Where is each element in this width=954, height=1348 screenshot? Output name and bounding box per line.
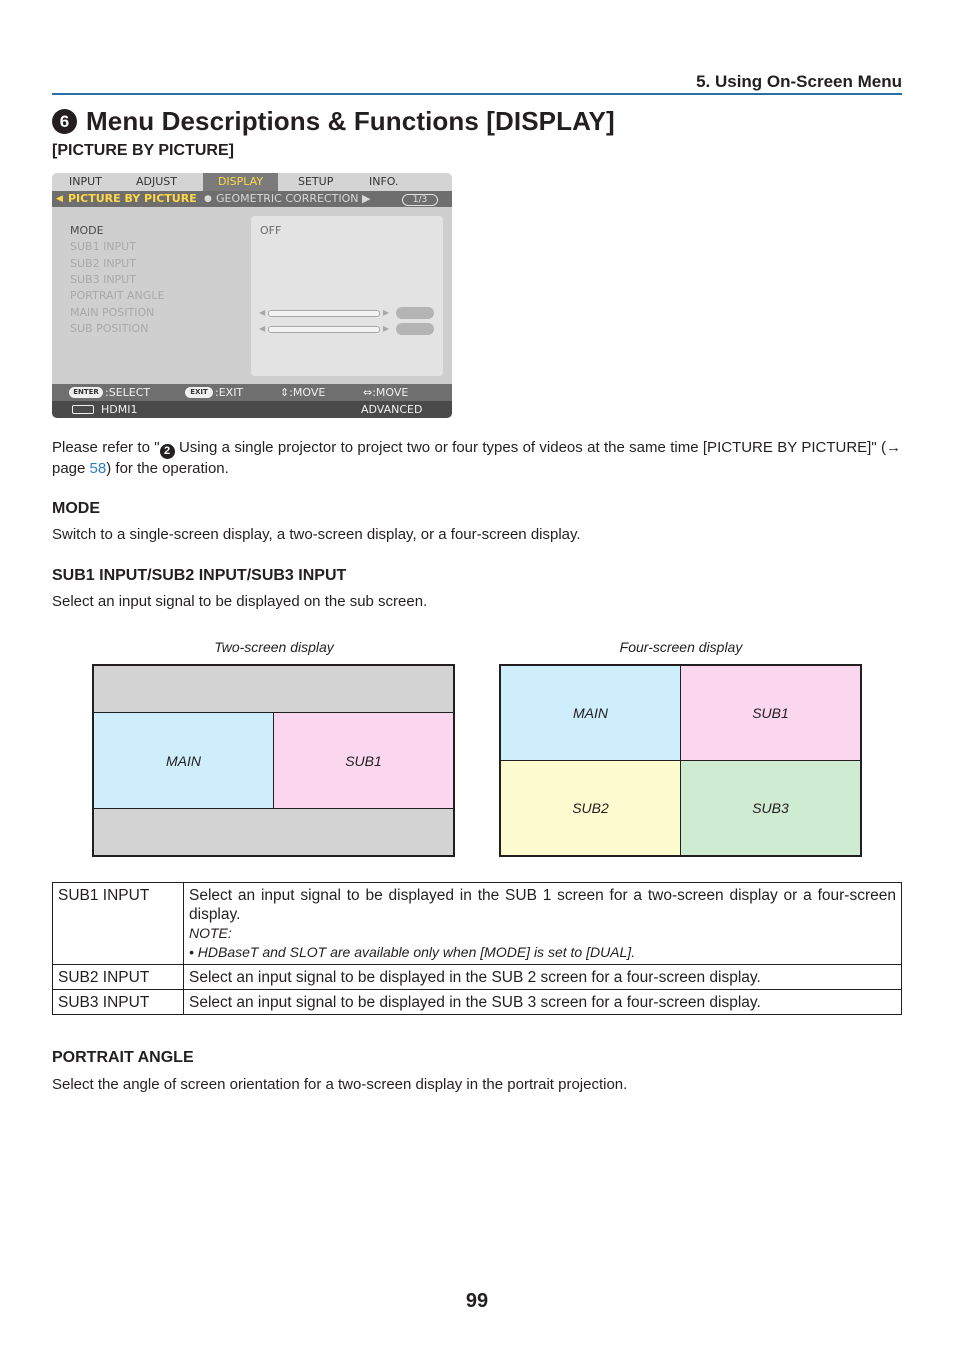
key-guide-select: :SELECT (105, 386, 151, 399)
crumb-next-page[interactable]: GEOMETRIC CORRECTION ▶ (216, 192, 371, 205)
osd-main-position-slider (259, 309, 389, 317)
osd-key-guide (52, 384, 452, 401)
intro-text-before: Please refer to " (52, 439, 160, 456)
four-screen-main-area: MAIN (501, 666, 681, 761)
table-row-label: SUB3 INPUT (53, 990, 184, 1015)
osd-value-panel (251, 216, 443, 376)
table-row-label: SUB1 INPUT (53, 883, 184, 965)
key-guide-move-horizontal: ⇔:MOVE (363, 386, 409, 399)
crumb-page-indicator: 1/3 (402, 194, 438, 206)
table-row-label: SUB2 INPUT (53, 965, 184, 990)
sub-input-table (52, 882, 902, 1015)
sub-input-heading: SUB1 INPUT/SUB2 INPUT/SUB3 INPUT (52, 567, 347, 584)
portrait-angle-heading: PORTRAIT ANGLE (52, 1049, 194, 1066)
four-screen-sub1-area: SUB1 (681, 666, 860, 761)
four-screen-sub3-area: SUB3 (681, 761, 860, 855)
table-row (53, 990, 902, 1015)
table-row-description: Select an input signal to be displayed in the SUB 3 screen for a four-screen display. (184, 990, 902, 1015)
intro-paragraph (52, 438, 901, 478)
slider-track (268, 326, 380, 333)
section-number-badge: 6 (52, 109, 77, 134)
four-screen-sub2-area: SUB2 (501, 761, 681, 855)
portrait-angle-description: Select the angle of screen orientation for a two-screen display in the portrait projection. (52, 1076, 628, 1093)
osd-item-sub2-input: SUB2 INPUT (70, 257, 136, 270)
crumb-left-arrow-icon[interactable]: ◀ (56, 194, 63, 204)
table-row-description (184, 883, 902, 965)
table-row (53, 965, 902, 990)
exit-key-icon: EXIT (185, 387, 213, 398)
page-number: 99 (465, 1290, 489, 1312)
two-screen-main-area: MAIN (94, 712, 274, 809)
key-guide-exit: :EXIT (215, 386, 244, 399)
four-screen-caption: Four-screen display (619, 639, 743, 655)
osd-item-sub3-input: SUB3 INPUT (70, 273, 136, 286)
step-number-badge: 2 (160, 444, 175, 459)
two-screen-sub1-area: SUB1 (273, 712, 454, 809)
note-label: NOTE: (189, 925, 232, 941)
osd-menu-level: ADVANCED (361, 403, 423, 416)
page-title: Menu Descriptions & Functions [DISPLAY] (86, 105, 615, 136)
sub-input-description: Select an input signal to be displayed on the sub screen. (52, 593, 428, 610)
osd-main-position-value-pill (396, 307, 434, 319)
two-screen-diagram (92, 664, 455, 857)
osd-tab-input[interactable]: INPUT (69, 175, 102, 188)
hdmi-port-icon (72, 405, 94, 414)
osd-tab-bar (52, 173, 452, 191)
osd-sub-position-slider (259, 325, 389, 333)
osd-input-source: HDMI1 (101, 403, 138, 416)
osd-tab-display[interactable]: DISPLAY (203, 173, 278, 191)
mode-description: Switch to a single-screen display, a two-screen display, or a four-screen display. (52, 526, 581, 543)
table-row (53, 883, 902, 965)
note-text: • HDBaseT and SLOT are available only when [MODE] is set to [DUAL]. (189, 944, 636, 960)
slider-left-arrow-icon: ◀ (259, 308, 266, 317)
page-title-row (52, 105, 615, 137)
osd-tab-adjust[interactable]: ADJUST (136, 175, 177, 188)
table-row-description: Select an input signal to be displayed in the SUB 2 screen for a four-screen display. (184, 965, 902, 990)
key-guide-move-vertical: ⇕:MOVE (280, 386, 326, 399)
four-screen-diagram (499, 664, 862, 857)
osd-breadcrumb (52, 191, 452, 207)
crumb-active-page: PICTURE BY PICTURE (68, 192, 197, 205)
osd-item-main-position: MAIN POSITION (70, 306, 155, 319)
table-row-desc-text: Select an input signal to be displayed in the SUB 1 screen for a two-screen display or a four-screen display. (189, 887, 896, 923)
slider-right-arrow-icon: ▶ (383, 324, 390, 333)
osd-tab-setup[interactable]: SETUP (298, 175, 334, 188)
slider-left-arrow-icon: ◀ (259, 324, 266, 333)
osd-mode-value[interactable]: OFF (260, 224, 282, 237)
mode-heading: MODE (52, 500, 100, 517)
osd-item-sub-position: SUB POSITION (70, 322, 149, 335)
intro-text-middle: Using a single projector to project two or four types of videos at the same time [PICTURE BY PICTURE]" (→ page (52, 439, 902, 477)
osd-item-sub1-input: SUB1 INPUT (70, 240, 136, 253)
osd-item-portrait-angle: PORTRAIT ANGLE (70, 289, 165, 302)
two-screen-caption: Two-screen display (214, 639, 334, 655)
section-header: 5. Using On-Screen Menu (52, 71, 902, 95)
slider-right-arrow-icon: ▶ (383, 308, 390, 317)
osd-sub-position-value-pill (396, 323, 434, 335)
osd-status-bar (52, 401, 452, 418)
enter-key-icon: ENTER (69, 387, 103, 398)
menu-subtitle: [PICTURE BY PICTURE] (52, 142, 234, 159)
osd-tab-info[interactable]: INFO. (369, 175, 399, 188)
page-link[interactable]: 58 (89, 460, 107, 477)
osd-menu-screenshot (52, 173, 452, 418)
osd-item-mode[interactable]: MODE (70, 224, 104, 237)
crumb-separator-icon: ● (204, 194, 212, 204)
slider-track (268, 310, 380, 317)
intro-text-after: ) for the operation. (106, 460, 229, 477)
